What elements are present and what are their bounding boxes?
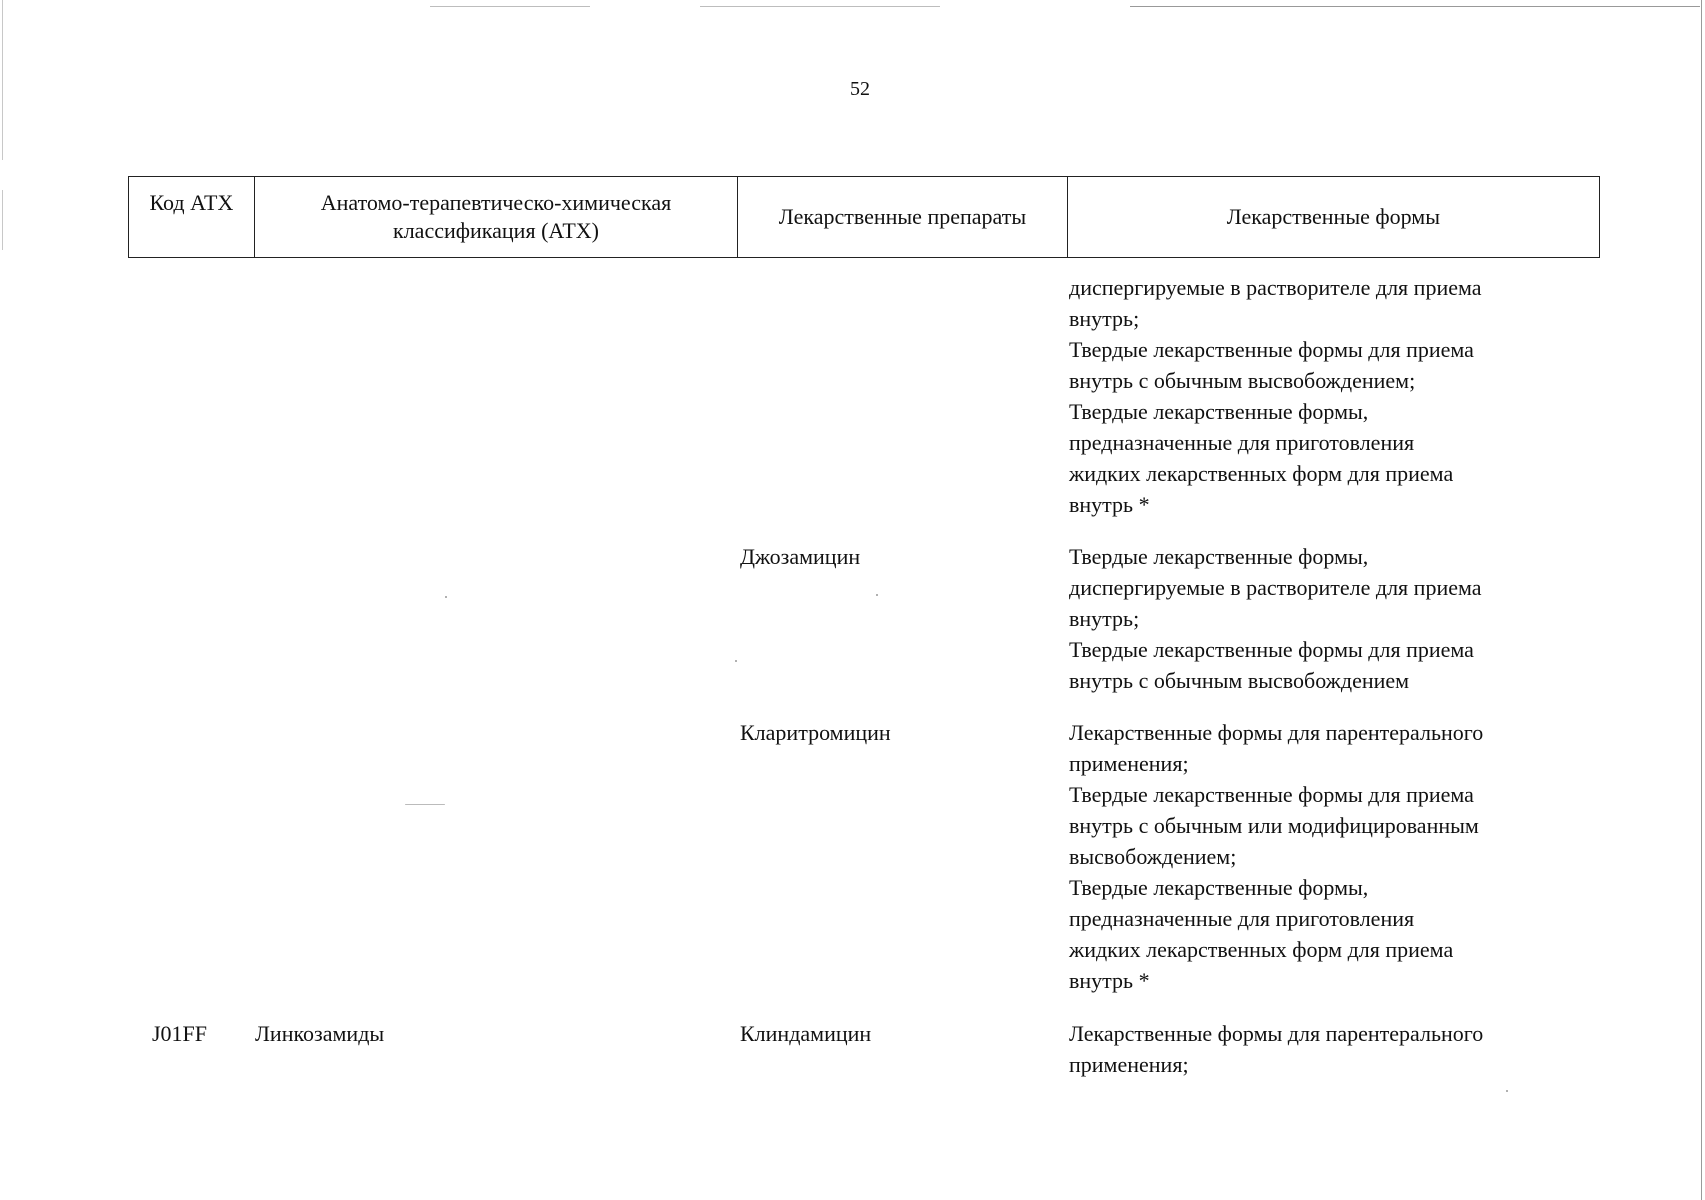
scan-artifact-line bbox=[700, 6, 940, 7]
form-line: Лекарственные формы для парентерального bbox=[1069, 720, 1484, 745]
form-line: жидких лекарственных форм для приема bbox=[1069, 937, 1454, 962]
form-line: высвобождением; bbox=[1069, 844, 1237, 869]
form-line: применения; bbox=[1069, 751, 1189, 776]
form-line: Твердые лекарственные формы, bbox=[1069, 875, 1369, 900]
cell-forms bbox=[1069, 541, 1599, 696]
header-atc-classification: Анатомо-терапевтическо-химическая классификация (АТХ) bbox=[255, 177, 738, 257]
form-line: применения; bbox=[1069, 1052, 1189, 1077]
form-line: внутрь; bbox=[1069, 306, 1140, 331]
form-line: предназначенные для приготовления bbox=[1069, 906, 1415, 931]
header-code: Код АТХ bbox=[129, 177, 255, 257]
form-line: внутрь * bbox=[1069, 492, 1150, 517]
cell-atc: Линкозамиды bbox=[255, 1021, 385, 1046]
cell-forms bbox=[1069, 272, 1599, 520]
form-line: Твердые лекарственные формы для приема bbox=[1069, 782, 1474, 807]
cell-drug: Джозамицин bbox=[740, 544, 861, 569]
form-line: Твердые лекарственные формы для приема bbox=[1069, 637, 1474, 662]
form-line: внутрь с обычным высвобождением; bbox=[1069, 368, 1416, 393]
scan-artifact-line bbox=[430, 6, 590, 7]
form-line: Твердые лекарственные формы, bbox=[1069, 544, 1369, 569]
table-body bbox=[128, 258, 1600, 1200]
form-line: внутрь; bbox=[1069, 606, 1140, 631]
table-header bbox=[128, 176, 1600, 258]
cell-drug: Клиндамицин bbox=[740, 1021, 872, 1046]
form-line: диспергируемые в растворителе для приема bbox=[1069, 575, 1482, 600]
scan-artifact-line bbox=[1130, 6, 1700, 7]
cell-forms bbox=[1069, 1018, 1599, 1080]
cell-drug: Кларитромицин bbox=[740, 720, 891, 745]
cell-forms bbox=[1069, 717, 1599, 996]
header-drugs: Лекарственные препараты bbox=[738, 177, 1068, 257]
form-line: внутрь с обычным или модифицированным bbox=[1069, 813, 1479, 838]
form-line: предназначенные для приготовления bbox=[1069, 430, 1415, 455]
form-line: диспергируемые в растворителе для приема bbox=[1069, 275, 1482, 300]
header-dosage-forms: Лекарственные формы bbox=[1226, 204, 1440, 229]
form-line: Твердые лекарственные формы, bbox=[1069, 399, 1369, 424]
form-line: жидких лекарственных форм для приема bbox=[1069, 461, 1454, 486]
cell-code: J01FF bbox=[152, 1021, 208, 1046]
form-line: внутрь с обычным высвобождением bbox=[1069, 668, 1410, 693]
form-line: Лекарственные формы для парентерального bbox=[1069, 1021, 1484, 1046]
form-line: Твердые лекарственные формы для приема bbox=[1069, 337, 1474, 362]
form-line: внутрь * bbox=[1069, 968, 1150, 993]
scan-edge bbox=[1701, 0, 1702, 1200]
page-number: 52 bbox=[850, 78, 870, 100]
scan-artifact-mark bbox=[2, 190, 3, 250]
